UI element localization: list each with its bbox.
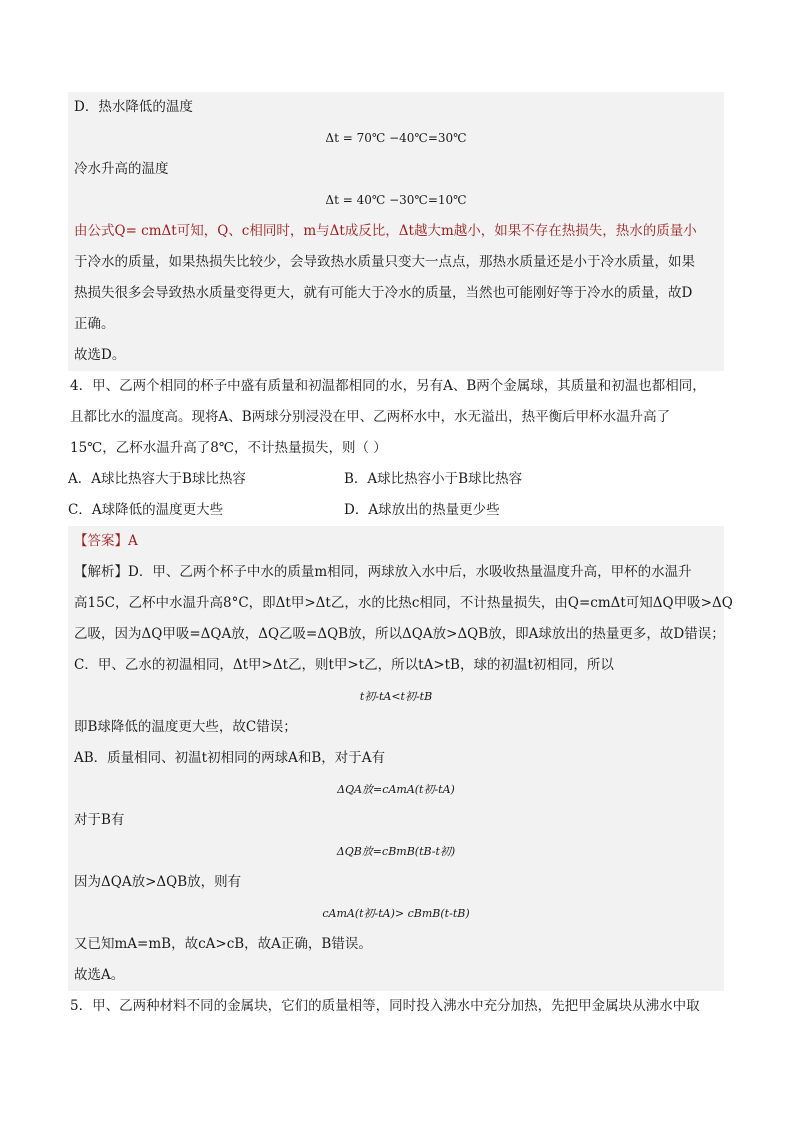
- page-content: [68, 92, 733, 1022]
- text-line: 又已知mA=mB，故cA>cB，故A正确，B错误。: [74, 936, 372, 952]
- text-line: 高15C，乙杯中水温升高8°C，即Δt甲>Δt乙，水的比热c相同，不计热量损失，由Q=cmΔt可知ΔQ甲吸>ΔQ: [74, 595, 733, 611]
- equation: ΔQA放=cAmA(t初-tA): [337, 783, 455, 796]
- option-d: D．A球放出的热量更少些: [344, 502, 500, 518]
- equation: ΔQB放=cBmB(tB-t初): [336, 845, 456, 858]
- solution-block-3: [68, 92, 724, 371]
- question-text: 4．甲、乙两个相同的杯子中盛有质量和初温都相同的水，另有A、B两个金属球，其质量和初温也都相同，: [70, 378, 706, 394]
- text-line: 故选D。: [74, 347, 126, 363]
- question-text: 5．甲、乙两种材料不同的金属块，它们的质量相等，同时投入沸水中充分加热，先把甲金属块从沸水中取: [70, 998, 700, 1014]
- text-line: 冷水升高的温度: [74, 161, 169, 177]
- text-line: AB．质量相同、初温t初相同的两球A和B，对于A有: [74, 750, 386, 766]
- text-line: D．热水降低的温度: [74, 99, 193, 115]
- text-line: 正确。: [74, 316, 115, 332]
- question-4: [68, 371, 724, 526]
- question-text: 15℃，乙杯水温升高了8℃，不计热量损失，则（ ）: [70, 440, 387, 456]
- text-line: 于冷水的质量，如果热损失比较少，会导致热水质量只变大一点点，那热水质量还是小于冷水质量，如果: [74, 254, 695, 270]
- text-line: 因为ΔQA放>ΔQB放，则有: [74, 874, 242, 890]
- text-line: 对于B有: [74, 812, 125, 828]
- equation: Δt = 40℃ −30℃=10℃: [325, 193, 467, 207]
- option-row: [68, 495, 724, 526]
- text-line: 由公式Q= cmΔt可知，Q、c相同时，m与Δt成反比，Δt越大m越小，如果不存在热损失，热水的质量小: [74, 223, 697, 239]
- option-b: B．A球比热容小于B球比热容: [344, 471, 523, 487]
- answer-label: 【答案】A: [74, 533, 138, 549]
- question-5: [68, 991, 724, 1022]
- text-line: 故选A。: [74, 967, 125, 983]
- option-row: [68, 464, 724, 495]
- text-line: 热损失很多会导致热水质量变得更大，就有可能大于冷水的质量，当然也可能刚好等于冷水的质量，故D: [74, 285, 693, 301]
- option-c: C．A球降低的温度更大些: [68, 502, 224, 518]
- question-text: 且都比水的温度高。现将A、B两球分别浸没在甲、乙两杯水中，水无溢出，热平衡后甲杯水温升高了: [70, 409, 671, 425]
- text-line: 即B球降低的温度更大些，故C错误；: [74, 719, 297, 735]
- solution-block-4: [68, 526, 733, 991]
- equation: cAmA(t初-tA)> cBmB(t-tB): [322, 907, 470, 920]
- equation: t初-tA<t初-tB: [359, 690, 433, 703]
- text-line: 【解析】D．甲、乙两个杯子中水的质量m相同，两球放入水中后，水吸收热量温度升高，甲杯的水温升: [74, 564, 692, 580]
- option-a: A．A球比热容大于B球比热容: [68, 471, 246, 487]
- text-line: 乙吸，因为ΔQ甲吸=ΔQA放，ΔQ乙吸=ΔQB放，所以ΔQA放>ΔQB放，即A球放出的热量更多，故D错误；: [74, 626, 725, 642]
- equation: Δt = 70℃ −40℃=30℃: [325, 131, 467, 145]
- text-line: C．甲、乙水的初温相同，Δt甲>Δt乙，则t甲>t乙，所以tA>tB，球的初温t初相同，所以: [74, 657, 614, 673]
